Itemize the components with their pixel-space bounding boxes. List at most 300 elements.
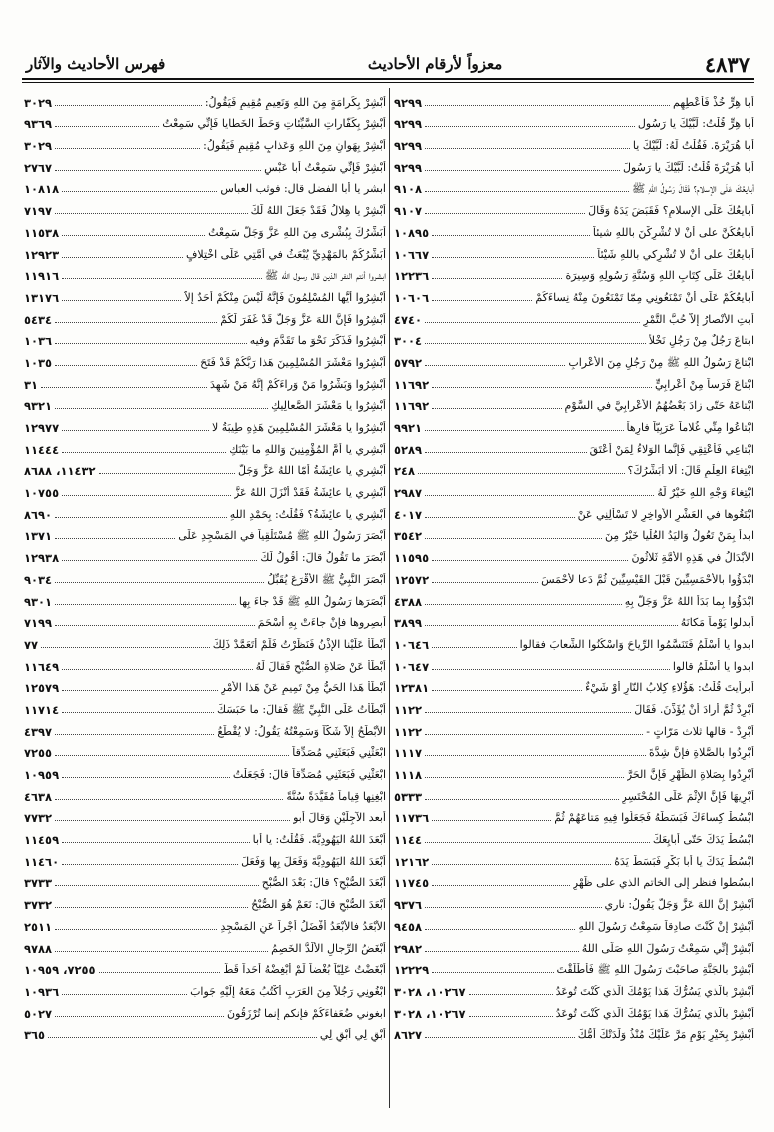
dot-leader bbox=[55, 105, 202, 106]
hadith-number: ٩٣٢١ bbox=[24, 399, 53, 414]
entry-text: أُبَشِّرُكُمْ بالمَهْدِيِّ يُبْعَثُ في أُمَّتِي عَلَى اخْتِلافٍ bbox=[186, 247, 386, 261]
index-entry bbox=[394, 240, 754, 262]
entry-text: أبْشِرْ يا هِلالُ فَقَدْ جَعَلَ اللهُ لَكَ bbox=[250, 204, 386, 218]
entry-text: أبْشِرْ إنِّي سَمِعْتُ رَسُولَ اللهِ صَلّى اللهُ bbox=[581, 941, 754, 955]
dot-leader bbox=[55, 604, 236, 605]
index-entry bbox=[394, 196, 754, 218]
dot-leader bbox=[55, 343, 247, 344]
entry-text: ابدأ بِمَنْ تَعُولُ وَاليَدُ العُلْيا خَيْرٌ مِنَ bbox=[604, 529, 754, 543]
index-entry bbox=[24, 825, 386, 847]
hadith-number: ٥٠٢٧ bbox=[24, 1006, 53, 1021]
index-entry bbox=[24, 782, 386, 804]
index-entry bbox=[394, 565, 754, 587]
entry-text: أبْشِرُوا أيُّها المُسْلِمُونَ فَإنَّهُ لَيْسَ مِنْكُمْ أحَدٌ إلاّ bbox=[184, 290, 386, 304]
entry-text: أبْطَأَ عَنْ صَلاةِ الصُّبْحِ فَقالَ لَهُ bbox=[255, 659, 386, 673]
hadith-number: ١٢٥٧٢ bbox=[394, 572, 430, 587]
entry-text: أبْشِرْ إنَّ اللهَ عَزَّ وَجَلَّ يَقُولُ: ناري bbox=[604, 898, 754, 912]
index-entry bbox=[24, 565, 386, 587]
hadith-number: ٩٢٩٩ bbox=[394, 95, 423, 110]
dot-leader bbox=[425, 430, 623, 431]
dot-leader bbox=[99, 473, 235, 474]
index-entry bbox=[24, 478, 386, 500]
hadith-number: ١٠٢٦٧، ٣٠٢٨ bbox=[394, 1006, 466, 1021]
entry-text: أبدلوا يَوْماً مَكانَهُ bbox=[680, 616, 754, 630]
entry-text: أبْشِرُوا فَذَكَرَ نَحْوَ ما تَقَدَّمَ وفيه bbox=[249, 334, 386, 348]
hadith-number: ٣٠٢٩ bbox=[24, 139, 53, 154]
dot-leader bbox=[62, 994, 187, 995]
entry-text: أبْرِيهَا فَإنَّ الإثْمَ عَلَى المُحْتَسِرِ bbox=[621, 789, 754, 803]
index-entry bbox=[24, 413, 386, 435]
dot-leader bbox=[425, 1037, 575, 1038]
entry-text: ابْتِغاءَ وَجْهِ اللهِ خَيْرٌ لَهُ bbox=[657, 486, 754, 500]
index-entry bbox=[24, 977, 386, 999]
dot-leader bbox=[62, 430, 209, 431]
dot-leader bbox=[432, 387, 652, 388]
entry-text: أبرأيتَ قُلْتُ: هَؤُلاءِ كِلابُ النّارِ أوْ شَيْءٌ bbox=[585, 681, 754, 695]
hadith-number: ١٢٩٢٣ bbox=[24, 247, 60, 262]
entry-text: أبْصَرَ النَّبِيُّ ﷺ الأقْرَعَ يُقَبِّلُ bbox=[267, 572, 386, 586]
index-entry bbox=[24, 890, 386, 912]
index-entry bbox=[394, 977, 754, 999]
dot-leader bbox=[425, 126, 635, 127]
index-entry bbox=[394, 587, 754, 609]
dot-leader bbox=[425, 148, 630, 149]
dot-leader bbox=[55, 408, 268, 409]
index-entry bbox=[24, 934, 386, 956]
hadith-number: ١٢٥٧٩ bbox=[24, 681, 60, 696]
dot-leader bbox=[55, 126, 159, 127]
entry-text: ابْغُونِي رَجُلاً مِنَ العَرَبِ أكْتُبُ مَعَهُ إلَيْهِ جَوابَ bbox=[190, 984, 386, 998]
dot-leader bbox=[55, 1016, 224, 1017]
entry-text: أبا هِرٍّ قُلْتُ: لَبَّيْكَ يا رَسُول bbox=[637, 117, 754, 131]
hadith-number: ٤٧٤٠ bbox=[394, 312, 423, 327]
dot-leader bbox=[425, 495, 654, 496]
entry-text: أبْشِري يا عائِشَةُ أمّا اللهُ عَزَّ وَجَلَّ bbox=[237, 464, 386, 478]
dot-leader bbox=[425, 604, 622, 605]
index-entry bbox=[24, 543, 386, 565]
entry-text: ابسُطوا فنظر إلى الخاتم الذي على ظَهْرِ bbox=[572, 876, 754, 890]
dot-leader bbox=[469, 1016, 553, 1017]
hadith-number: ١٢٩٣٨ bbox=[24, 551, 60, 566]
entry-text: أبْشِرْ بِكَفّاراتِ السَّيِّئاتِ وَحَطِّ الخَطايا فَإنِّي سَمِعْتُ bbox=[162, 117, 386, 131]
index-entry bbox=[394, 305, 754, 327]
index-entry bbox=[394, 869, 754, 891]
center-title: معزواً لأرقام الأحاديث bbox=[367, 55, 503, 73]
dot-leader bbox=[432, 972, 553, 973]
dot-leader bbox=[62, 864, 238, 865]
hadith-number: ٩٢٩٩ bbox=[394, 139, 423, 154]
index-entry bbox=[394, 522, 754, 544]
index-entry bbox=[394, 999, 754, 1021]
index-entry bbox=[394, 804, 754, 826]
dot-leader bbox=[432, 864, 611, 865]
entry-text: ابْدَؤُوا بِما بَدَأَ اللهُ عَزَّ وَجَلَّ بِهِ bbox=[624, 594, 754, 608]
index-entry bbox=[24, 262, 386, 284]
dot-leader bbox=[425, 799, 618, 800]
dot-leader bbox=[48, 1037, 317, 1038]
dot-leader bbox=[55, 582, 264, 583]
hadith-number: ٨٦٩٠ bbox=[24, 507, 53, 522]
entry-text: أبْشِرُوا يا مَعْشَرَ المُسْلِمِينَ هَذِهِ طِيبَةُ لا bbox=[211, 421, 386, 434]
index-entry bbox=[394, 327, 754, 349]
dot-leader bbox=[432, 669, 670, 670]
index-entry bbox=[394, 478, 754, 500]
hadith-number: ١١٤٥٩ bbox=[24, 833, 60, 848]
entry-text: ابْتاعُوا مِنِّي غُلاماً عَرَبِيّاً فارِهاً bbox=[626, 421, 754, 434]
entry-text: ابْتاعَ رَسُولُ اللهِ ﷺ مِنْ رَجُلٍ مِنَ الأعْرابِ bbox=[568, 355, 754, 369]
dot-leader bbox=[432, 408, 561, 409]
index-entry bbox=[394, 413, 754, 435]
hadith-number: ٣٧٣٣ bbox=[24, 876, 53, 891]
hadith-number: ٤٦٣٨ bbox=[24, 789, 53, 804]
index-entry bbox=[24, 760, 386, 782]
dot-leader bbox=[425, 365, 565, 366]
entry-text: أبْشِرُوا فَإنَّ اللهَ عَزَّ وَجَلَّ قَدْ غَفَرَ لَكُمْ bbox=[220, 312, 386, 326]
hadith-number: ٧٧٣٢ bbox=[24, 811, 53, 826]
hadith-number: ١٠٨٩٥ bbox=[394, 225, 430, 240]
entry-text: ابدوا يا أسْلَمُ قالوا bbox=[672, 659, 754, 673]
hadith-number: ١١٤٦٠ bbox=[24, 854, 60, 869]
hadith-number: ٢٩٨٧ bbox=[394, 486, 423, 501]
dot-leader bbox=[425, 517, 574, 518]
entry-text: أبصِروها فإنْ جاءَتْ بِهِ أسْحَمَ bbox=[257, 616, 386, 630]
index-entry bbox=[394, 370, 754, 392]
dot-leader bbox=[55, 885, 259, 886]
entry-text: أبا هِرٍّ خُذْ فَأَعْطِهِم bbox=[673, 95, 754, 109]
hadith-number: ١٠٣٥ bbox=[24, 355, 53, 370]
dot-leader bbox=[62, 278, 262, 279]
dot-leader bbox=[55, 538, 175, 539]
index-entry bbox=[24, 370, 386, 392]
dot-leader bbox=[425, 712, 631, 713]
right-column bbox=[394, 88, 754, 1108]
entry-text: ابتاعَ رَجُلٌ مِنْ رَجُلٍ نَخْلاً bbox=[648, 334, 754, 348]
index-entry bbox=[394, 739, 754, 761]
entry-text: الأبْطَحُ إلاّ شَكّاً وَسَمِعْتُهُ يَقُولُ: لا يُقْطَعُ bbox=[217, 724, 386, 738]
hadith-number: ٨٦٢٧ bbox=[394, 1028, 423, 1043]
index-entry bbox=[24, 435, 386, 457]
hadith-number: ١٢١٦٢ bbox=[394, 854, 430, 869]
hadith-number: ٩٣٦٩ bbox=[24, 117, 53, 132]
entry-text: أبْشِرُوا يا مَعْشَرَ الصَّعالِيكِ bbox=[271, 399, 386, 413]
hadith-number: ١١٢٢ bbox=[394, 702, 423, 717]
entry-text: ابغوني ضُعَفاءَكُمْ فإنكم إنما تُرْزَقُونَ bbox=[227, 1006, 386, 1020]
index-entry bbox=[394, 131, 754, 153]
dot-leader bbox=[425, 907, 601, 908]
hadith-number: ٩٧٨٨ bbox=[24, 941, 53, 956]
index-entry bbox=[24, 522, 386, 544]
entry-text: أُبايعُكُنَّ على أنْ لا تُشْرِكْنَ باللهِ شيئاً bbox=[592, 225, 754, 239]
entry-text: أبايعُكَ عَلَى الإسلامِ؟ فَقَالَ رَسُولُ اللهِ ﷺ bbox=[631, 182, 754, 196]
index-entry bbox=[24, 153, 386, 175]
index-entry bbox=[24, 305, 386, 327]
entry-text: ابْعَثْنِي فَبَعَثَنِي مُصَدِّقاً bbox=[292, 746, 386, 760]
index-entry bbox=[394, 348, 754, 370]
entry-text: أبْعَدَ اللهُ اليَهُودِيَّةَ وَفَعَلَ بِها وَفَعَلَ bbox=[241, 854, 386, 868]
entry-text: أبْشِرْ إنْ كُنْتَ صادِقاً سَمِعْتُ رَسُولَ اللهِ bbox=[578, 919, 754, 933]
hadith-number: ١١٤٤ bbox=[394, 833, 423, 848]
hadith-number: ٥٤٣٤ bbox=[24, 312, 53, 327]
dot-leader bbox=[425, 842, 650, 843]
dot-leader bbox=[425, 170, 620, 171]
hadith-number: ١٠٢٦٧، ٣٠٢٨ bbox=[394, 984, 466, 999]
dot-leader bbox=[55, 517, 227, 518]
entry-text: أبْشِرْ بالَّذي يَسُرُّكَ هَذا يَوْمُكَ الَّذي كُنْتَ تُوعَدُ bbox=[555, 984, 754, 998]
dot-leader bbox=[62, 777, 230, 778]
index-entry bbox=[394, 760, 754, 782]
entry-text: أبْصَرَ رَسُولُ اللهِ ﷺ مُسْتَلْقِياً في المَسْجِدِ عَلَى bbox=[178, 529, 386, 543]
index-entry bbox=[24, 652, 386, 674]
hadith-number: ١١٧٣٦ bbox=[394, 811, 430, 826]
entry-text: أبْعَدَ اللهُ اليَهُودِيَّةَ. فَقُلْتُ: يا أبا bbox=[252, 833, 386, 847]
entry-text: أبايعُكَ عَلَى كِتَابِ اللهِ وَسُنَّةِ رَسُولِهِ وَسِيرَة bbox=[565, 269, 754, 283]
entry-text: ابْسُطْ كِساءَكَ فَبَسَطَهُ فَجَعَلُوا فِيهِ مَتاعَهُمْ ثُمَّ bbox=[554, 811, 754, 825]
index-entry bbox=[394, 609, 754, 631]
entry-text: أبْشِرْ بِخَيْرِ يَوْمٍ مَرَّ عَلَيْكَ مُنْذُ وَلَدَتْكَ أُمُّكَ bbox=[577, 1028, 754, 1042]
hadith-number: ١١٢٢ bbox=[394, 724, 423, 739]
hadith-number: ٧٢٥٥ bbox=[24, 746, 53, 761]
entry-text: أبتِ الأنْصارُ إلاّ حُبَّ التَّمْرِ bbox=[643, 312, 754, 326]
hadith-number: ١١١٧ bbox=[394, 746, 423, 761]
dot-leader bbox=[425, 105, 670, 106]
entry-text: أبْطَأَ هَذا الحَيُّ مِنْ تَمِيمٍ عَنْ هَذا الأمْرِ bbox=[220, 681, 386, 695]
dot-leader bbox=[55, 799, 283, 800]
index-entry bbox=[24, 587, 386, 609]
dot-leader bbox=[55, 951, 268, 952]
dot-leader bbox=[432, 560, 628, 561]
index-entry bbox=[24, 131, 386, 153]
dot-leader bbox=[432, 647, 516, 648]
index-entry bbox=[24, 739, 386, 761]
hadith-number: ٥٣٣٣ bbox=[394, 789, 423, 804]
index-entry bbox=[394, 695, 754, 717]
dot-leader bbox=[41, 647, 210, 648]
entry-text: أبْغَضْتُ عَلِيّاً بُغْضاً لَمْ أُبْغِضْهُ أحَداً قَطُّ bbox=[223, 963, 386, 977]
entry-text: أبايعُكَ عَلَى الإسلامِ؟ فَقَبَضَ يَدَهُ وَقَالَ bbox=[588, 204, 754, 218]
index-entry bbox=[394, 956, 754, 978]
index-entry bbox=[24, 110, 386, 132]
dot-leader bbox=[432, 820, 551, 821]
dot-leader bbox=[55, 625, 255, 626]
index-entry bbox=[24, 240, 386, 262]
entry-text: أبْقِ لِي أبْقِ لِي bbox=[319, 1028, 386, 1042]
entry-text: أبْشِرُوا وَبَشِّرُوا مَنْ وَراءَكُمْ إنَّهُ مَنْ شَهِدَ bbox=[210, 377, 386, 391]
hadith-number: ١٣٧١ bbox=[24, 529, 53, 544]
hadith-number: ١٠٦٠٦ bbox=[394, 290, 430, 305]
entry-text: ابْدَؤُوا بالأحْمَسِيِّينَ قَبْلَ القَيْسِيِّينَ ثُمَّ دَعا لأحْمَسَ bbox=[541, 572, 754, 586]
dot-leader bbox=[425, 929, 575, 930]
hadith-number: ٥٧٩٢ bbox=[394, 355, 423, 370]
hadith-number: ١٠٦٤٦ bbox=[394, 637, 430, 652]
entry-text: أبْشِرْ بالَّذي يَسُرُّكَ هَذا يَوْمُكَ الَّذي كُنْتَ تُوعَدُ bbox=[555, 1006, 754, 1020]
hadith-number: ٩٣٠١ bbox=[24, 594, 53, 609]
index-entry bbox=[24, 804, 386, 826]
index-entry bbox=[24, 609, 386, 631]
dot-leader bbox=[55, 820, 290, 821]
entry-text: أبْشِرُوا مَعْشَرَ المُسْلِمِينَ هَذا رَبُّكُمْ قَدْ فَتَحَ bbox=[200, 355, 386, 369]
hadith-number: ١١٤٣٢، ٨٦٨٨ bbox=[24, 464, 96, 479]
index-entry bbox=[24, 912, 386, 934]
column-divider bbox=[389, 88, 390, 1108]
entry-text: الأبْعَدُ فالأبْعَدُ أفْضَلُ أجْراً عَنِ المَسْجِدِ bbox=[220, 919, 386, 933]
dot-leader bbox=[432, 257, 594, 258]
dot-leader bbox=[62, 842, 250, 843]
entry-text: ابْسُطْ يَدَكَ حَتّى أُبايِعَكَ bbox=[652, 833, 754, 847]
entry-text: أبْرِدُوا بِصَلاةِ الظُّهْرِ فَإنَّ الحَرَّ bbox=[626, 768, 754, 781]
entry-text: أبْغَضُ الرِّجالِ الألَدُّ الخَصِمُ bbox=[271, 941, 386, 955]
hadith-number: ١٠٩٥٩ bbox=[24, 768, 60, 782]
hadith-number: ١١٤٤٤ bbox=[24, 442, 60, 457]
index-entry bbox=[24, 88, 386, 110]
dot-leader bbox=[425, 322, 640, 323]
hadith-number: ١١٦٤٩ bbox=[24, 659, 60, 674]
dot-leader bbox=[425, 538, 602, 539]
index-entry bbox=[394, 934, 754, 956]
hadith-number: ٩٤٥٨ bbox=[394, 919, 423, 934]
dot-leader bbox=[62, 712, 214, 713]
hadith-number: ٩٣٧٦ bbox=[394, 898, 423, 913]
dot-leader bbox=[55, 213, 248, 214]
dot-leader bbox=[432, 690, 582, 691]
dot-leader bbox=[55, 734, 214, 735]
entry-text: أبعد الآجِلَيْنِ وَقالَ أبو bbox=[293, 811, 386, 825]
dot-leader bbox=[432, 235, 590, 236]
header-rule bbox=[22, 82, 754, 83]
dot-leader bbox=[469, 994, 553, 995]
index-entry bbox=[24, 392, 386, 414]
index-entry bbox=[24, 1021, 386, 1043]
entry-text: أبْصَرَها رَسُولُ اللهِ ﷺ قَدْ جاءَ بِها bbox=[238, 594, 386, 608]
entry-text: أبْرِدْ - قالها ثلاث مَرّاتٍ - bbox=[646, 724, 754, 738]
hadith-number: ٣١ bbox=[24, 377, 39, 392]
entry-text: أبْشِري يا عائِشَةُ فَقَدْ أنْزَلَ اللهُ عَزَّ bbox=[233, 486, 386, 500]
index-entry bbox=[394, 262, 754, 284]
entry-text: ابْتَغُوها في العَشْرِ الأواخِرِ لا تَسْألِنِي عَنْ bbox=[577, 507, 754, 521]
entry-text: ابْتاعَهُ حَتّى زادَ بَعْضُهُمُ الأعْرابِيَّ في السَّوْمِ bbox=[564, 399, 754, 413]
hadith-number: ١٢٢٢٩ bbox=[394, 963, 430, 978]
left-column bbox=[24, 88, 386, 1108]
dot-leader bbox=[62, 191, 217, 192]
dot-leader bbox=[55, 322, 217, 323]
page-number: ٤٨٣٧ bbox=[704, 51, 750, 77]
hadith-number: ٢٩٨٢ bbox=[394, 941, 423, 956]
hadith-number: ٤٣٩٧ bbox=[24, 724, 53, 739]
index-entry bbox=[24, 196, 386, 218]
entry-text: الأبْدَالُ في هَذِهِ الأُمَّةِ ثَلاثُونَ bbox=[631, 551, 754, 565]
dot-leader bbox=[55, 148, 200, 149]
index-entry bbox=[24, 327, 386, 349]
hadith-number: ٣٨٩٩ bbox=[394, 616, 423, 631]
hadith-number: ٢٥١١ bbox=[24, 919, 53, 934]
index-entry bbox=[24, 695, 386, 717]
index-entry bbox=[394, 88, 754, 110]
page-header bbox=[22, 52, 754, 80]
hadith-number: ١١٦٩٢ bbox=[394, 399, 430, 414]
entry-text: ابْتاعِي فَأعْتِقِي فَإنَّما الوَلاءُ لِمَنْ أعْتَقَ bbox=[589, 442, 754, 456]
dot-leader bbox=[432, 582, 538, 583]
index-entry bbox=[394, 153, 754, 175]
index-entry bbox=[24, 869, 386, 891]
entry-text: أبْشِري يا عائِشَةُ؟ فَقُلْتُ: بِحَمْدِ اللهِ bbox=[229, 507, 386, 521]
index-entry bbox=[24, 283, 386, 305]
dot-leader bbox=[55, 907, 248, 908]
hadith-number: ١١٥٩٥ bbox=[394, 551, 430, 566]
dot-leader bbox=[425, 452, 587, 453]
hadith-number: ٩٢٩٩ bbox=[394, 117, 423, 132]
entry-text: ابْغِنِها قِياماً مُقَيَّدَةً سُنَّةً bbox=[286, 789, 386, 803]
hadith-number: ١١٩١٦ bbox=[24, 269, 60, 284]
index-entry bbox=[394, 457, 754, 479]
entry-text: أُبايعُكُمْ عَلَى أنْ تَمْنَعُونِي مِمّا تَمْنَعُونَ مِنْهُ نِساءَكُمْ bbox=[535, 290, 754, 304]
hadith-number: ١٠٦٤٧ bbox=[394, 659, 430, 674]
hadith-number: ٧١٩٩ bbox=[24, 616, 53, 631]
entry-text: ابْتاعَ فَرَساً مِنْ أعْرابِيٍّ bbox=[655, 377, 754, 391]
index-entry bbox=[394, 435, 754, 457]
index-entry bbox=[394, 283, 754, 305]
hadith-number: ٣٦٥ bbox=[24, 1028, 46, 1043]
dot-leader bbox=[62, 257, 183, 258]
entry-text: أبْشِرْ بِهَوانٍ مِنَ اللهِ وَعَذابٍ مُقِيمٍ فَيَقُولُ: bbox=[203, 139, 386, 153]
entry-text: أبْشِرْ بالجَنَّةِ صاحَبْتَ رَسُولَ اللهِ ﷺ فَأطْلَقْتَ bbox=[556, 963, 754, 977]
entry-text: أبْعَدَ الصُّبْحِ؟ قالَ: بَعْدَ الصُّبْحِ bbox=[261, 876, 386, 890]
entry-text: أبْشِرْ فَإنِّي سَمِعْتُ أبا عَبْسٍ bbox=[264, 160, 386, 174]
entry-text: ابْتِغاءَ العِلْمِ قَالَ: ألا أُبَشِّرُكَ؟ bbox=[627, 464, 754, 478]
index-entry bbox=[394, 392, 754, 414]
hadith-number: ٣٠٢٩ bbox=[24, 95, 53, 110]
hadith-number: ١١١٨ bbox=[394, 768, 423, 782]
hadith-number: ١١٦٩٢ bbox=[394, 377, 430, 392]
dot-leader bbox=[62, 300, 181, 301]
dot-leader bbox=[62, 452, 226, 453]
entry-text: ابشر يا أبا الفضل قال: فوثب العباس bbox=[220, 182, 386, 196]
hadith-number: ٩١٠٧ bbox=[394, 204, 423, 219]
hadith-number: ٧١٩٧ bbox=[24, 204, 53, 219]
index-entry bbox=[394, 674, 754, 696]
index-entry bbox=[24, 175, 386, 197]
index-entry bbox=[394, 175, 754, 197]
hadith-number: ٩١٠٨ bbox=[394, 182, 423, 197]
entry-text: أبْصَرَ ما تَقُولُ قالَ: أقُولُ لَكَ bbox=[260, 551, 386, 565]
hadith-number: ٣٧٣٢ bbox=[24, 898, 53, 913]
entry-text: ابْسُطْ يَدَكَ يا أبا بَكْرٍ فَبَسَطَ يَدَهُ bbox=[614, 854, 754, 868]
dot-leader bbox=[62, 235, 205, 236]
entry-text: ابدوا يا أسْلَمُ فَتَنَسَّمُوا الرِّياحَ وَاسْكُنُوا الشِّعابَ فقالوا bbox=[519, 637, 754, 651]
hadith-number: ١٠٦٦٧ bbox=[394, 247, 430, 262]
dot-leader bbox=[425, 343, 646, 344]
entry-text: أبا هُرَيْرَةَ. فَقُلْتُ لَهُ: لَبَّيْكَ يا bbox=[632, 139, 754, 153]
hadith-number: ١٢٩٧٧ bbox=[24, 421, 60, 435]
hadith-number: ٤٣٨٨ bbox=[394, 594, 423, 609]
dot-leader bbox=[432, 300, 532, 301]
hadith-number: ١٢٣٨١ bbox=[394, 681, 430, 696]
index-entry bbox=[394, 218, 754, 240]
dot-leader bbox=[418, 473, 624, 474]
dot-leader bbox=[55, 929, 217, 930]
index-entry bbox=[24, 999, 386, 1021]
hadith-number: ٩٩٢١ bbox=[394, 421, 423, 435]
hadith-number: ٧٧ bbox=[24, 637, 39, 652]
dot-leader bbox=[425, 777, 624, 778]
index-entry bbox=[394, 847, 754, 869]
index-entry bbox=[24, 457, 386, 479]
entry-text: أبْعَدَ الصُّبْحِ قالَ: نَعَمْ هُوَ الصُّبْحُ bbox=[251, 898, 386, 912]
dot-leader bbox=[62, 669, 253, 670]
dot-leader bbox=[432, 278, 562, 279]
index-entry bbox=[24, 674, 386, 696]
dot-leader bbox=[425, 951, 579, 952]
dot-leader bbox=[62, 690, 217, 691]
hadith-number: ١٣١٧٦ bbox=[24, 290, 60, 305]
